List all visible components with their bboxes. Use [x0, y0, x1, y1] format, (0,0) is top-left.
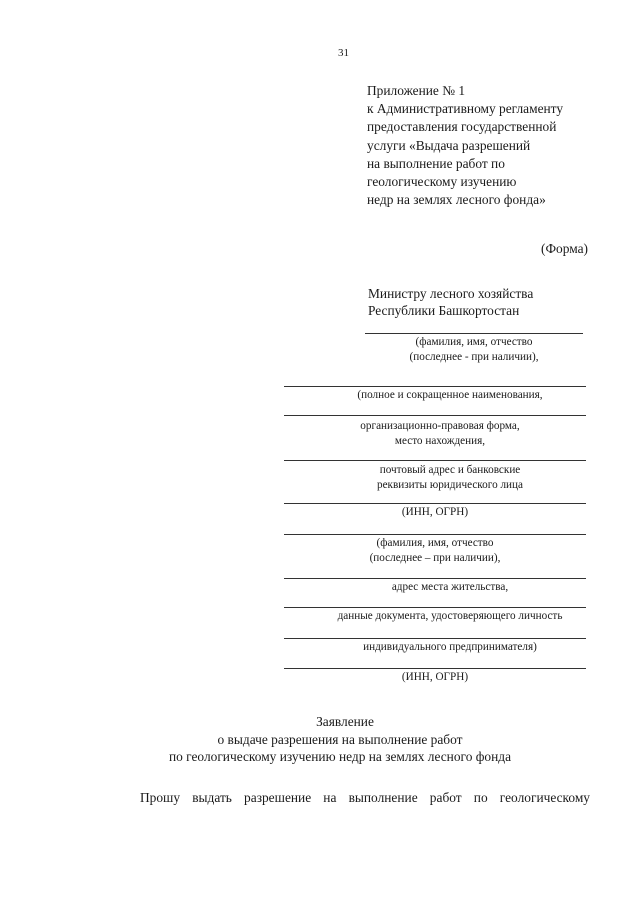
annex-line: услуги «Выдача разрешений — [367, 137, 531, 153]
fill-line — [365, 333, 583, 334]
annex-line: на выполнение работ по — [367, 155, 505, 171]
title-line: о выдаче разрешения на выполнение работ — [217, 731, 463, 747]
fill-line — [284, 386, 586, 387]
field-caption: организационно-правовая форма, место нахождения, — [360, 420, 520, 447]
fill-line — [284, 607, 586, 608]
fill-line — [284, 415, 586, 416]
annex-header — [367, 82, 617, 209]
fill-line — [284, 534, 586, 535]
fill-line — [284, 503, 586, 504]
annex-line: недр на землях лесного фонда» — [367, 192, 546, 208]
annex-line: геологическому изучению — [367, 174, 517, 190]
field-caption: почтовый адрес и банковские реквизиты юридического лица — [376, 464, 523, 491]
body-paragraph: Прошу выдать разрешение на выполнение работ по геологическому — [140, 790, 590, 805]
form-label: (Форма) — [540, 241, 588, 256]
addressee-line: Министру лесного хозяйства — [368, 286, 534, 301]
annex-line: к Административному регламенту — [367, 101, 564, 117]
annex-line: Приложение № 1 — [367, 83, 466, 98]
field-caption: данные документа, удостоверяющего личность — [337, 610, 563, 622]
page-number: 31 — [338, 47, 349, 59]
addressee-line: Республики Башкортостан — [368, 303, 520, 318]
title-line: Заявление — [316, 714, 374, 729]
annex-line: предоставления государственной — [367, 119, 557, 135]
fill-line — [284, 460, 586, 461]
field-caption: (фамилия, имя, отчество (последнее – при наличии), — [369, 537, 501, 564]
fill-line — [284, 638, 586, 639]
fill-line — [284, 578, 586, 579]
field-caption: адрес места жительства, — [391, 581, 509, 593]
field-caption: (фамилия, имя, отчество (последнее - при наличии), — [409, 336, 539, 363]
field-caption: (полное и сокращенное наименования, — [357, 389, 543, 401]
addressee — [368, 285, 533, 319]
field-caption: (ИНН, ОГРН) — [401, 671, 469, 683]
field-caption: индивидуального предпринимателя) — [363, 641, 537, 653]
field-caption: (ИНН, ОГРН) — [401, 506, 469, 518]
fill-line — [284, 668, 586, 669]
title-line: по геологическому изучению недр на землях лесного фонда — [168, 749, 512, 764]
application-title — [0, 713, 640, 766]
